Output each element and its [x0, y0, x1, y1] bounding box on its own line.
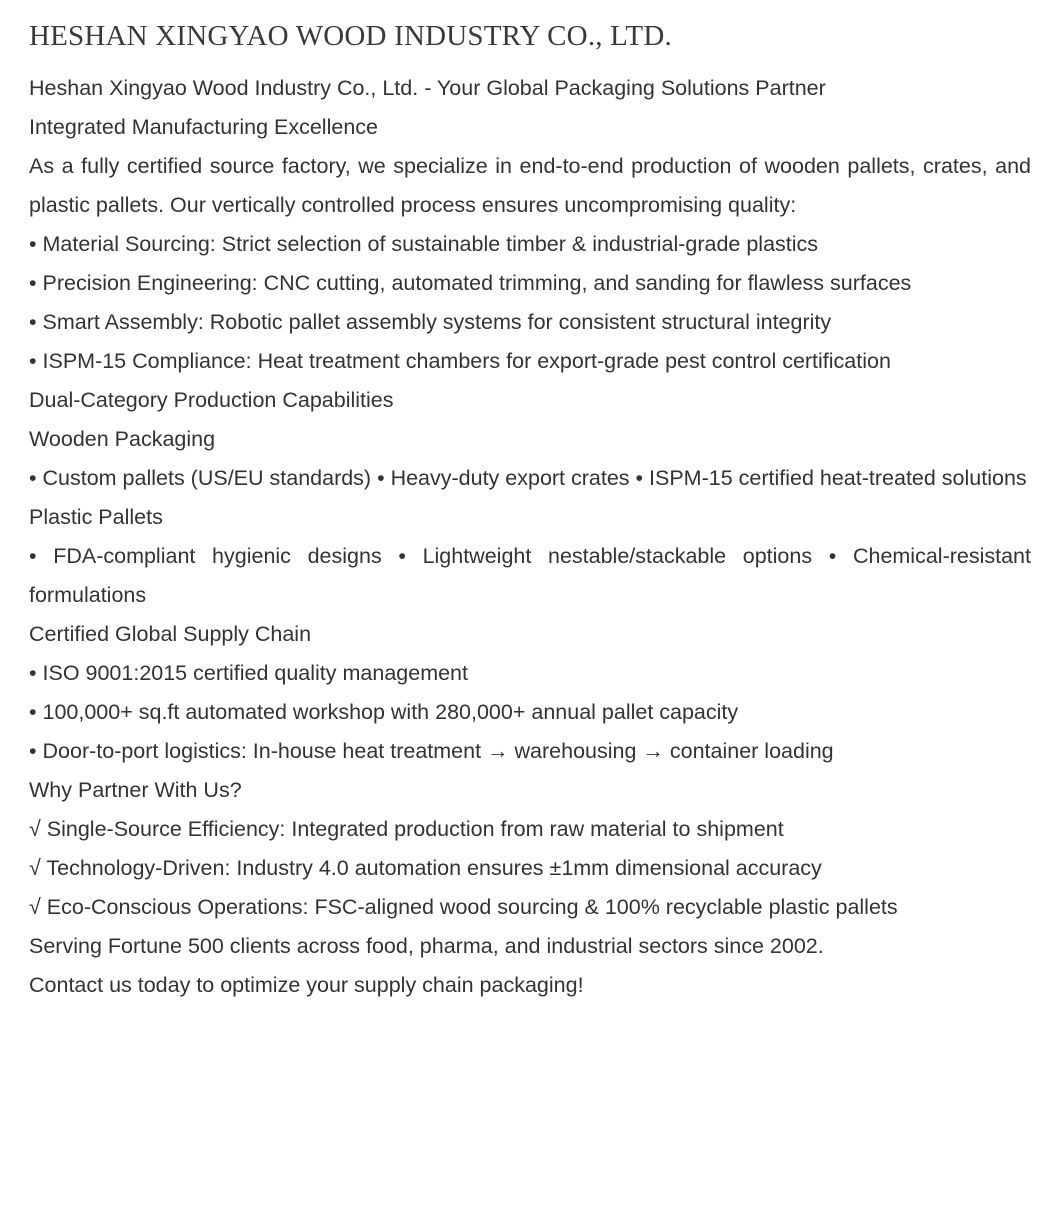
- bullet-iso-certified: • ISO 9001:2015 certified quality management: [29, 661, 468, 685]
- check-single-source: √ Single-Source Efficiency: Integrated production from raw material to shipment: [29, 817, 784, 841]
- section-heading-capabilities: Dual-Category Production Capabilities: [29, 388, 394, 412]
- check-eco-conscious: √ Eco-Conscious Operations: FSC-aligned wood sourcing & 100% recyclable plastic pallets: [29, 895, 898, 919]
- subheading-plastic-pallets: Plastic Pallets: [29, 505, 163, 529]
- bullet-precision-engineering: • Precision Engineering: CNC cutting, automated trimming, and sanding for flawless surfaces: [29, 271, 912, 295]
- document-body: [29, 69, 1031, 1005]
- subheading-wooden-packaging: Wooden Packaging: [29, 427, 216, 451]
- section-heading-manufacturing: Integrated Manufacturing Excellence: [29, 115, 378, 139]
- section-heading-supply-chain: Certified Global Supply Chain: [29, 622, 312, 646]
- document-page: [29, 14, 1031, 1005]
- bullet-material-sourcing: • Material Sourcing: Strict selection of sustainable timber & industrial-grade plastics: [29, 232, 819, 256]
- closing-contact: Contact us today to optimize your supply chain packaging!: [29, 973, 584, 997]
- bullet-ispm15-compliance: • ISPM-15 Compliance: Heat treatment chambers for export-grade pest control certification: [29, 349, 891, 373]
- check-technology-driven: √ Technology-Driven: Industry 4.0 automation ensures ±1mm dimensional accuracy: [29, 856, 822, 880]
- plastic-pallets-text: • FDA-compliant hygienic designs • Lightweight nestable/stackable options • Chemical-resistant formulations: [29, 544, 1031, 607]
- section-heading-why-partner: Why Partner With Us?: [29, 778, 242, 802]
- bullet-logistics: • Door-to-port logistics: In-house heat treatment → warehousing → container loading: [29, 739, 834, 763]
- bullet-workshop-capacity: • 100,000+ sq.ft automated workshop with 280,000+ annual pallet capacity: [29, 700, 739, 724]
- intro-line: Heshan Xingyao Wood Industry Co., Ltd. - Your Global Packaging Solutions Partner: [29, 76, 826, 100]
- wooden-packaging-text: • Custom pallets (US/EU standards) • Heavy-duty export crates • ISPM-15 certified heat-treated solutions: [29, 466, 1027, 490]
- company-title: HESHAN XINGYAO WOOD INDUSTRY CO., LTD.: [29, 20, 672, 52]
- closing-clients: Serving Fortune 500 clients across food, pharma, and industrial sectors since 2002.: [29, 934, 824, 958]
- manufacturing-paragraph: As a fully certified source factory, we specialize in end-to-end production of wooden pallets, crates, and plastic pallets. Our vertically controlled process ensures uncompromising quality:: [29, 154, 1031, 217]
- bullet-smart-assembly: • Smart Assembly: Robotic pallet assembly systems for consistent structural integrity: [29, 310, 832, 334]
